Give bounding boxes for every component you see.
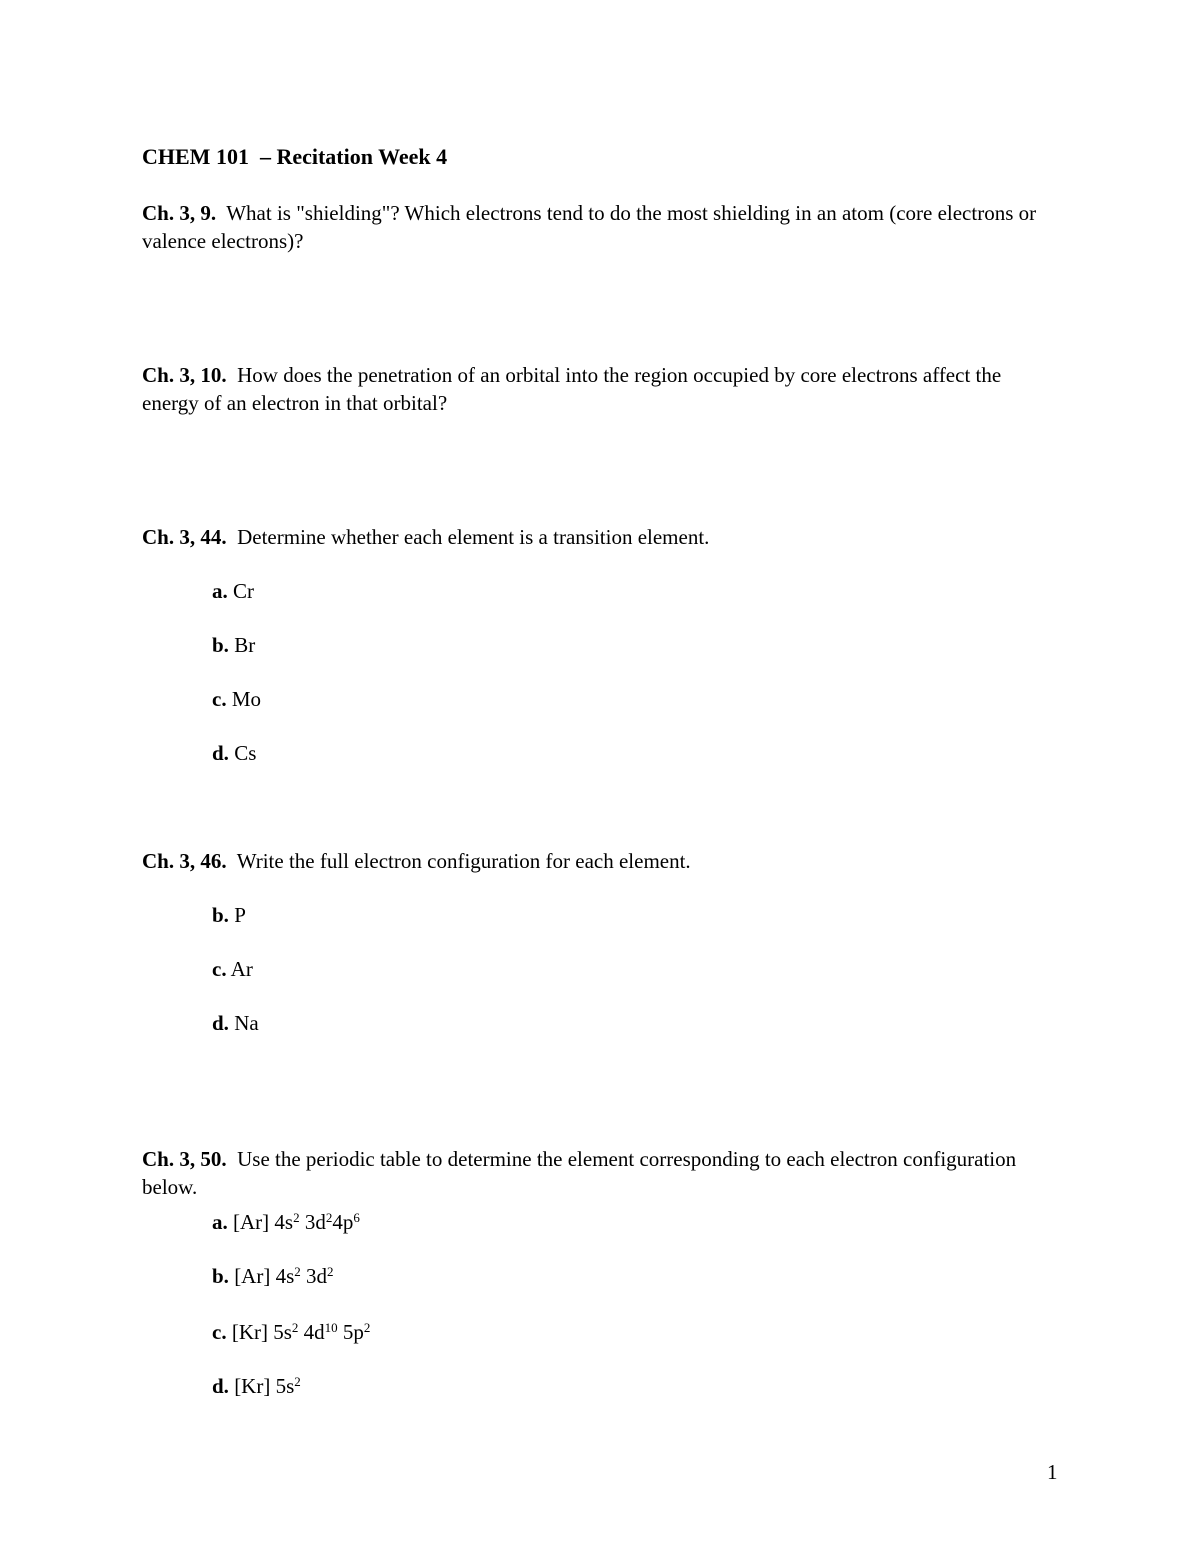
question-label: Ch. 3, 10. <box>142 363 227 387</box>
question-label: Ch. 3, 9. <box>142 201 217 225</box>
question-3-44 <box>142 523 1042 551</box>
question-3-50 <box>142 1145 1042 1201</box>
list-item <box>212 739 256 767</box>
config-item <box>212 1262 334 1290</box>
question-3-9 <box>142 199 1042 255</box>
config-item <box>212 1208 360 1236</box>
item-text: Cr <box>233 579 254 603</box>
list-item <box>212 631 255 659</box>
question-text: Determine whether each element is a transition element. <box>237 525 710 549</box>
orbital-term: $5p^2$ <box>342 1320 371 1344</box>
item-letter: c. <box>212 957 227 981</box>
question-label: Ch. 3, 50. <box>142 1147 227 1171</box>
item-letter: a. <box>212 1210 228 1234</box>
orbital-term: $3d^2$ <box>306 1264 334 1288</box>
noble-gas-core: [Kr] <box>234 1374 271 1398</box>
item-text: Br <box>234 633 256 657</box>
noble-gas-core: [Ar] <box>233 1210 270 1234</box>
item-text: Ar <box>230 957 253 981</box>
item-letter: b. <box>212 903 229 927</box>
question-label: Ch. 3, 44. <box>142 525 227 549</box>
orbital-term: $5s^2$ <box>273 1320 299 1344</box>
orbital-term: $4s^2$ <box>274 1210 300 1234</box>
orbital-term: $3d^2$ <box>304 1210 333 1234</box>
item-letter: d. <box>212 1011 229 1035</box>
question-text: Write the full electron configuration for each element. <box>236 849 691 873</box>
list-item <box>212 955 253 983</box>
list-item <box>212 577 254 605</box>
orbital-term: $4s^2$ <box>275 1264 301 1288</box>
item-letter: a. <box>212 579 228 603</box>
question-text: What is "shielding"? Which electrons tend to do the most shielding in an atom (core electrons or valence electrons)? <box>142 201 1037 253</box>
item-text: Cs <box>234 741 257 765</box>
config-item <box>212 1372 301 1400</box>
question-text: Use the periodic table to determine the element corresponding to each electron configuration below. <box>142 1147 1017 1199</box>
item-letter: c. <box>212 687 227 711</box>
question-3-10 <box>142 361 1042 417</box>
page-title: CHEM 101 – Recitation Week 4 <box>142 144 448 169</box>
orbital-term: $4p^6$ <box>332 1210 360 1234</box>
item-letter: d. <box>212 741 229 765</box>
question-label: Ch. 3, 46. <box>142 849 227 873</box>
question-3-46 <box>142 847 1042 875</box>
orbital-term: $4d^{10}$ <box>303 1320 338 1344</box>
item-letter: b. <box>212 633 229 657</box>
orbital-term: $5s^2$ <box>275 1374 301 1398</box>
item-letter: b. <box>212 1264 229 1288</box>
noble-gas-core: [Ar] <box>234 1264 271 1288</box>
item-text: Mo <box>231 687 262 711</box>
page-number: 1 <box>1047 1460 1058 1484</box>
question-text: How does the penetration of an orbital into the region occupied by core electrons affect the energy of an electron in that orbital? <box>142 363 1002 415</box>
config-item <box>212 1318 370 1346</box>
list-item <box>212 901 246 929</box>
item-text: P <box>234 903 246 927</box>
list-item <box>212 1009 259 1037</box>
noble-gas-core: [Kr] <box>231 1320 268 1344</box>
item-text: Na <box>234 1011 259 1035</box>
item-letter: c. <box>212 1320 227 1344</box>
list-item <box>212 685 261 713</box>
item-letter: d. <box>212 1374 229 1398</box>
